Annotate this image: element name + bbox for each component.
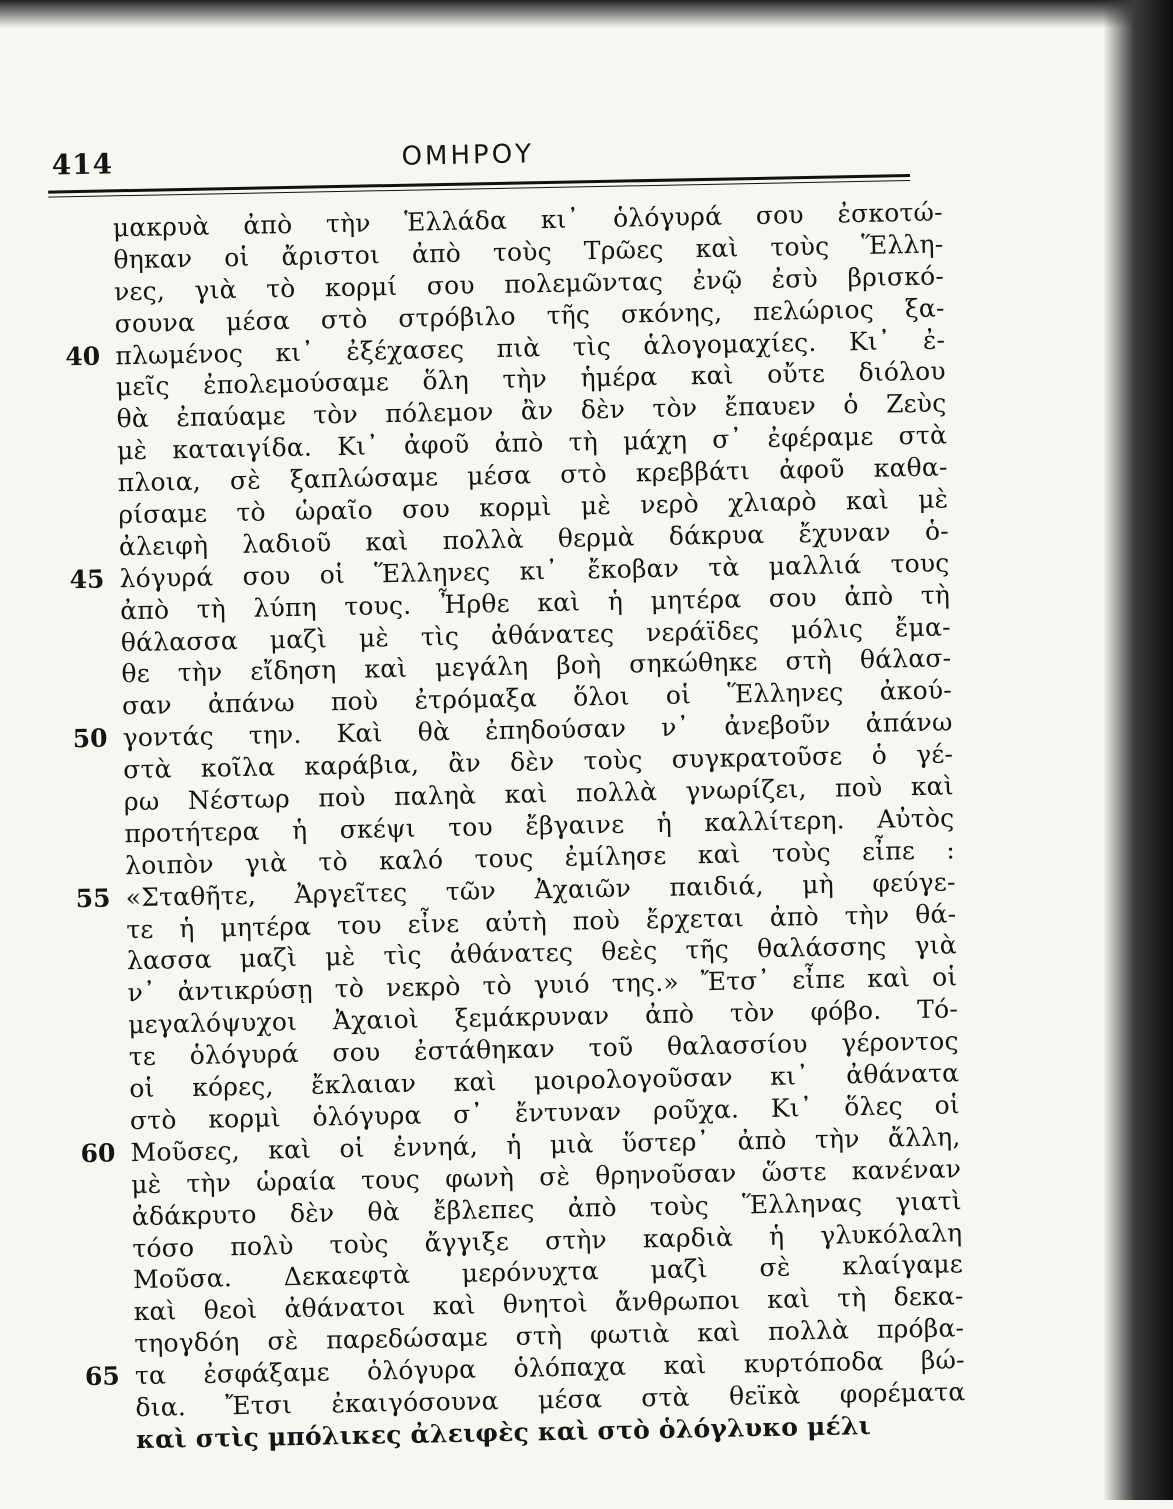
verse-number: 55: [75, 883, 111, 914]
text-line: καὶ θεοὶ ἀθάνατοι καὶ θνητοὶ ἄνθρωποι καὶ τὴ δεκα-: [133, 1281, 964, 1327]
verse-number: 65: [84, 1361, 120, 1392]
text-line: Μοῦσες, καὶ οἱ ἐννηά, ἡ μιὰ ὕστερ᾽ ἀπὸ τὴν ἄλλη,: [130, 1122, 961, 1167]
text-line: ἀπὸ τὴ λύπη τους. Ἦρθε καὶ ἡ μητέρα σου ἀπὸ τὴ: [119, 580, 951, 625]
verse-number: 50: [72, 723, 108, 754]
text-line: τόσο πολὺ τοὺς ἄγγιξε στὴν καρδιὰ ἡ γλυκόλαλη: [132, 1217, 963, 1263]
text-line: τηογδόη σὲ παρεδώσαμε στὴ φωτιὰ καὶ πολλὰ πρόβα-: [134, 1313, 965, 1359]
verse-number: 45: [69, 564, 105, 595]
verse-number: 40: [65, 341, 101, 371]
text-line: μεῖς ἐπολεμούσαμε ὅλη τὴν ἡμέρα καὶ οὔτε διόλου: [115, 356, 947, 402]
text-line: Μοῦσα. Δεκαεφτὰ μερόνυχτα μαζὶ σὲ κλαίγαμε: [132, 1249, 964, 1295]
text-line: τε ὁλόγυρά σου ἐστάθηκαν τοῦ θαλασσίου γέροντος: [128, 1026, 959, 1072]
text-line: ἀδάκρυτο δὲν θὰ ἔβλεπες ἀπὸ τοὺς Ἕλληνας γιατὶ: [131, 1185, 962, 1231]
text-line: θάλασσα μαζὶ μὲ τὶς ἀθάνατες νεράϊδες μόλις ἔμα-: [120, 611, 951, 657]
text-line: σουνα μέσα στὸ στρόβιλο τῆς σκόνης, πελώριος ξα-: [114, 293, 945, 338]
text-line: ρίσαμε τὸ ὡραῖο σου κορμὶ μὲ νερὸ χλιαρὸ καὶ μὲ: [118, 484, 949, 530]
body-text: [113, 196, 967, 1455]
text-line: στὰ κοῖλα καράβια, ἂν δὲν τοὺς συγκρατοῦσε ὁ γέ-: [122, 739, 954, 785]
text-line: λόγυρά σου οἱ Ἕλληνες κι᾽ ἔκοβαν τὰ μαλλιά τους: [119, 548, 950, 594]
text-line: στὸ κορμὶ ὁλόγυρα σ᾽ ἔντυναν ροῦχα. Κι᾽ ὅλες οἱ: [129, 1090, 961, 1136]
text-line: πλωμένος κι᾽ ἐξέχασες πιὰ τὶς ἁλογομαχίες. Κι᾽ ἐ-: [115, 324, 946, 370]
text-line: νες, γιὰ τὸ κορμί σου πολεμῶντας ἐνῷ ἐσὺ βρισκό-: [113, 261, 945, 307]
text-line: καὶ στὶς μπόλικες ἀλειφὲς καὶ στὸ ὁλόγλυκο μέλι: [135, 1410, 872, 1454]
text-line: λασσα μαζὶ μὲ τὶς ἀθάνατες θεὲς τῆς θαλάσσης γιὰ: [126, 930, 958, 976]
text-line: οἱ κόρες, ἔκλαιαν καὶ μοιρολογοῦσαν κι᾽ ἀθάνατα: [129, 1058, 960, 1104]
text-line: δια. Ἔτσι ἐκαιγόσουνα μέσα στὰ θεϊκὰ φορέματα: [135, 1377, 966, 1423]
text-line: θε τὴν εἴδηση καὶ μεγάλη βοὴ σηκώθηκε στὴ θάλασ-: [121, 643, 952, 689]
page-number: 414: [51, 147, 114, 182]
text-line: ν᾽ ἀντικρύσῃ τὸ νεκρὸ τὸ γυιό της.» Ἔτσ᾽ εἶπε καὶ οἱ: [127, 962, 958, 1008]
text-line: μεγαλόψυχοι Ἀχαιοὶ ξεμάκρυναν ἀπὸ τὸν φόβο. Τό-: [127, 994, 959, 1040]
text-line: ρω Νέστωρ ποὺ παληὰ καὶ πολλὰ γνωρίζει, ποὺ καὶ: [123, 771, 955, 817]
text-line: μὲ καταιγίδα. Κι᾽ ἀφοῦ ἀπὸ τὴ μάχη σ᾽ ἐφέραμε στὰ: [116, 420, 948, 466]
text-line: τα ἐσφάξαμε ὁλόγυρα ὁλόπαχα καὶ κυρτόποδα βώ-: [134, 1345, 966, 1391]
text-line: μὲ τὴν ὡραία τους φωνὴ σὲ θρηνοῦσαν ὥστε κανέναν: [130, 1153, 962, 1199]
text-line: τε ἡ μητέρα του εἶνε αὐτὴ ποὺ ἔρχεται ἀπὸ τὴν θά-: [126, 898, 957, 944]
text-line: λοιπὸν γιὰ τὸ καλό τους ἐμίλησε καὶ τοὺς εἶπε :: [124, 835, 956, 881]
text-line: προτήτερα ἡ σκέψι του ἔβγαινε ἡ καλλίτερη. Αὐτὸς: [124, 803, 955, 849]
text-line: σαν ἀπάνω ποὺ ἐτρόμαξα ὅλοι οἱ Ἕλληνες ἀκού-: [121, 675, 953, 721]
verse-number: 60: [80, 1138, 116, 1169]
text-line: πλοια, σὲ ξαπλώσαμε μέσα στὸ κρεββάτι ἀφοῦ καθα-: [117, 452, 948, 498]
text-line: «Σταθῆτε, Ἀργεῖτες τῶν Ἀχαιῶν παιδιά, μὴ φεύγε-: [125, 866, 956, 912]
line-number-column: [63, 212, 120, 1392]
text-line: θὰ ἐπαύαμε τὸν πόλεμον ἂν δὲν τὸν ἔπαυεν ὁ Ζεὺς: [116, 388, 947, 434]
text-line: θηκαν οἱ ἄριστοι ἀπὸ τοὺς Τρῶες καὶ τοὺς Ἕλλη-: [113, 229, 944, 275]
text-line: μακρυὰ ἀπὸ τὴν Ἑλλάδα κι᾽ ὁλόγυρά σου ἐσκοτώ-: [112, 197, 943, 243]
text-line: ἀλειφὴ λαδιοῦ καὶ πολλὰ θερμὰ δάκρυα ἔχυναν ὁ-: [118, 516, 950, 562]
running-title: ΟΜΗΡΟΥ: [401, 139, 535, 172]
text-line: γοντάς την. Καὶ θὰ ἐπηδούσαν ν᾽ ἀνεβοῦν ἀπάνω: [122, 707, 953, 753]
